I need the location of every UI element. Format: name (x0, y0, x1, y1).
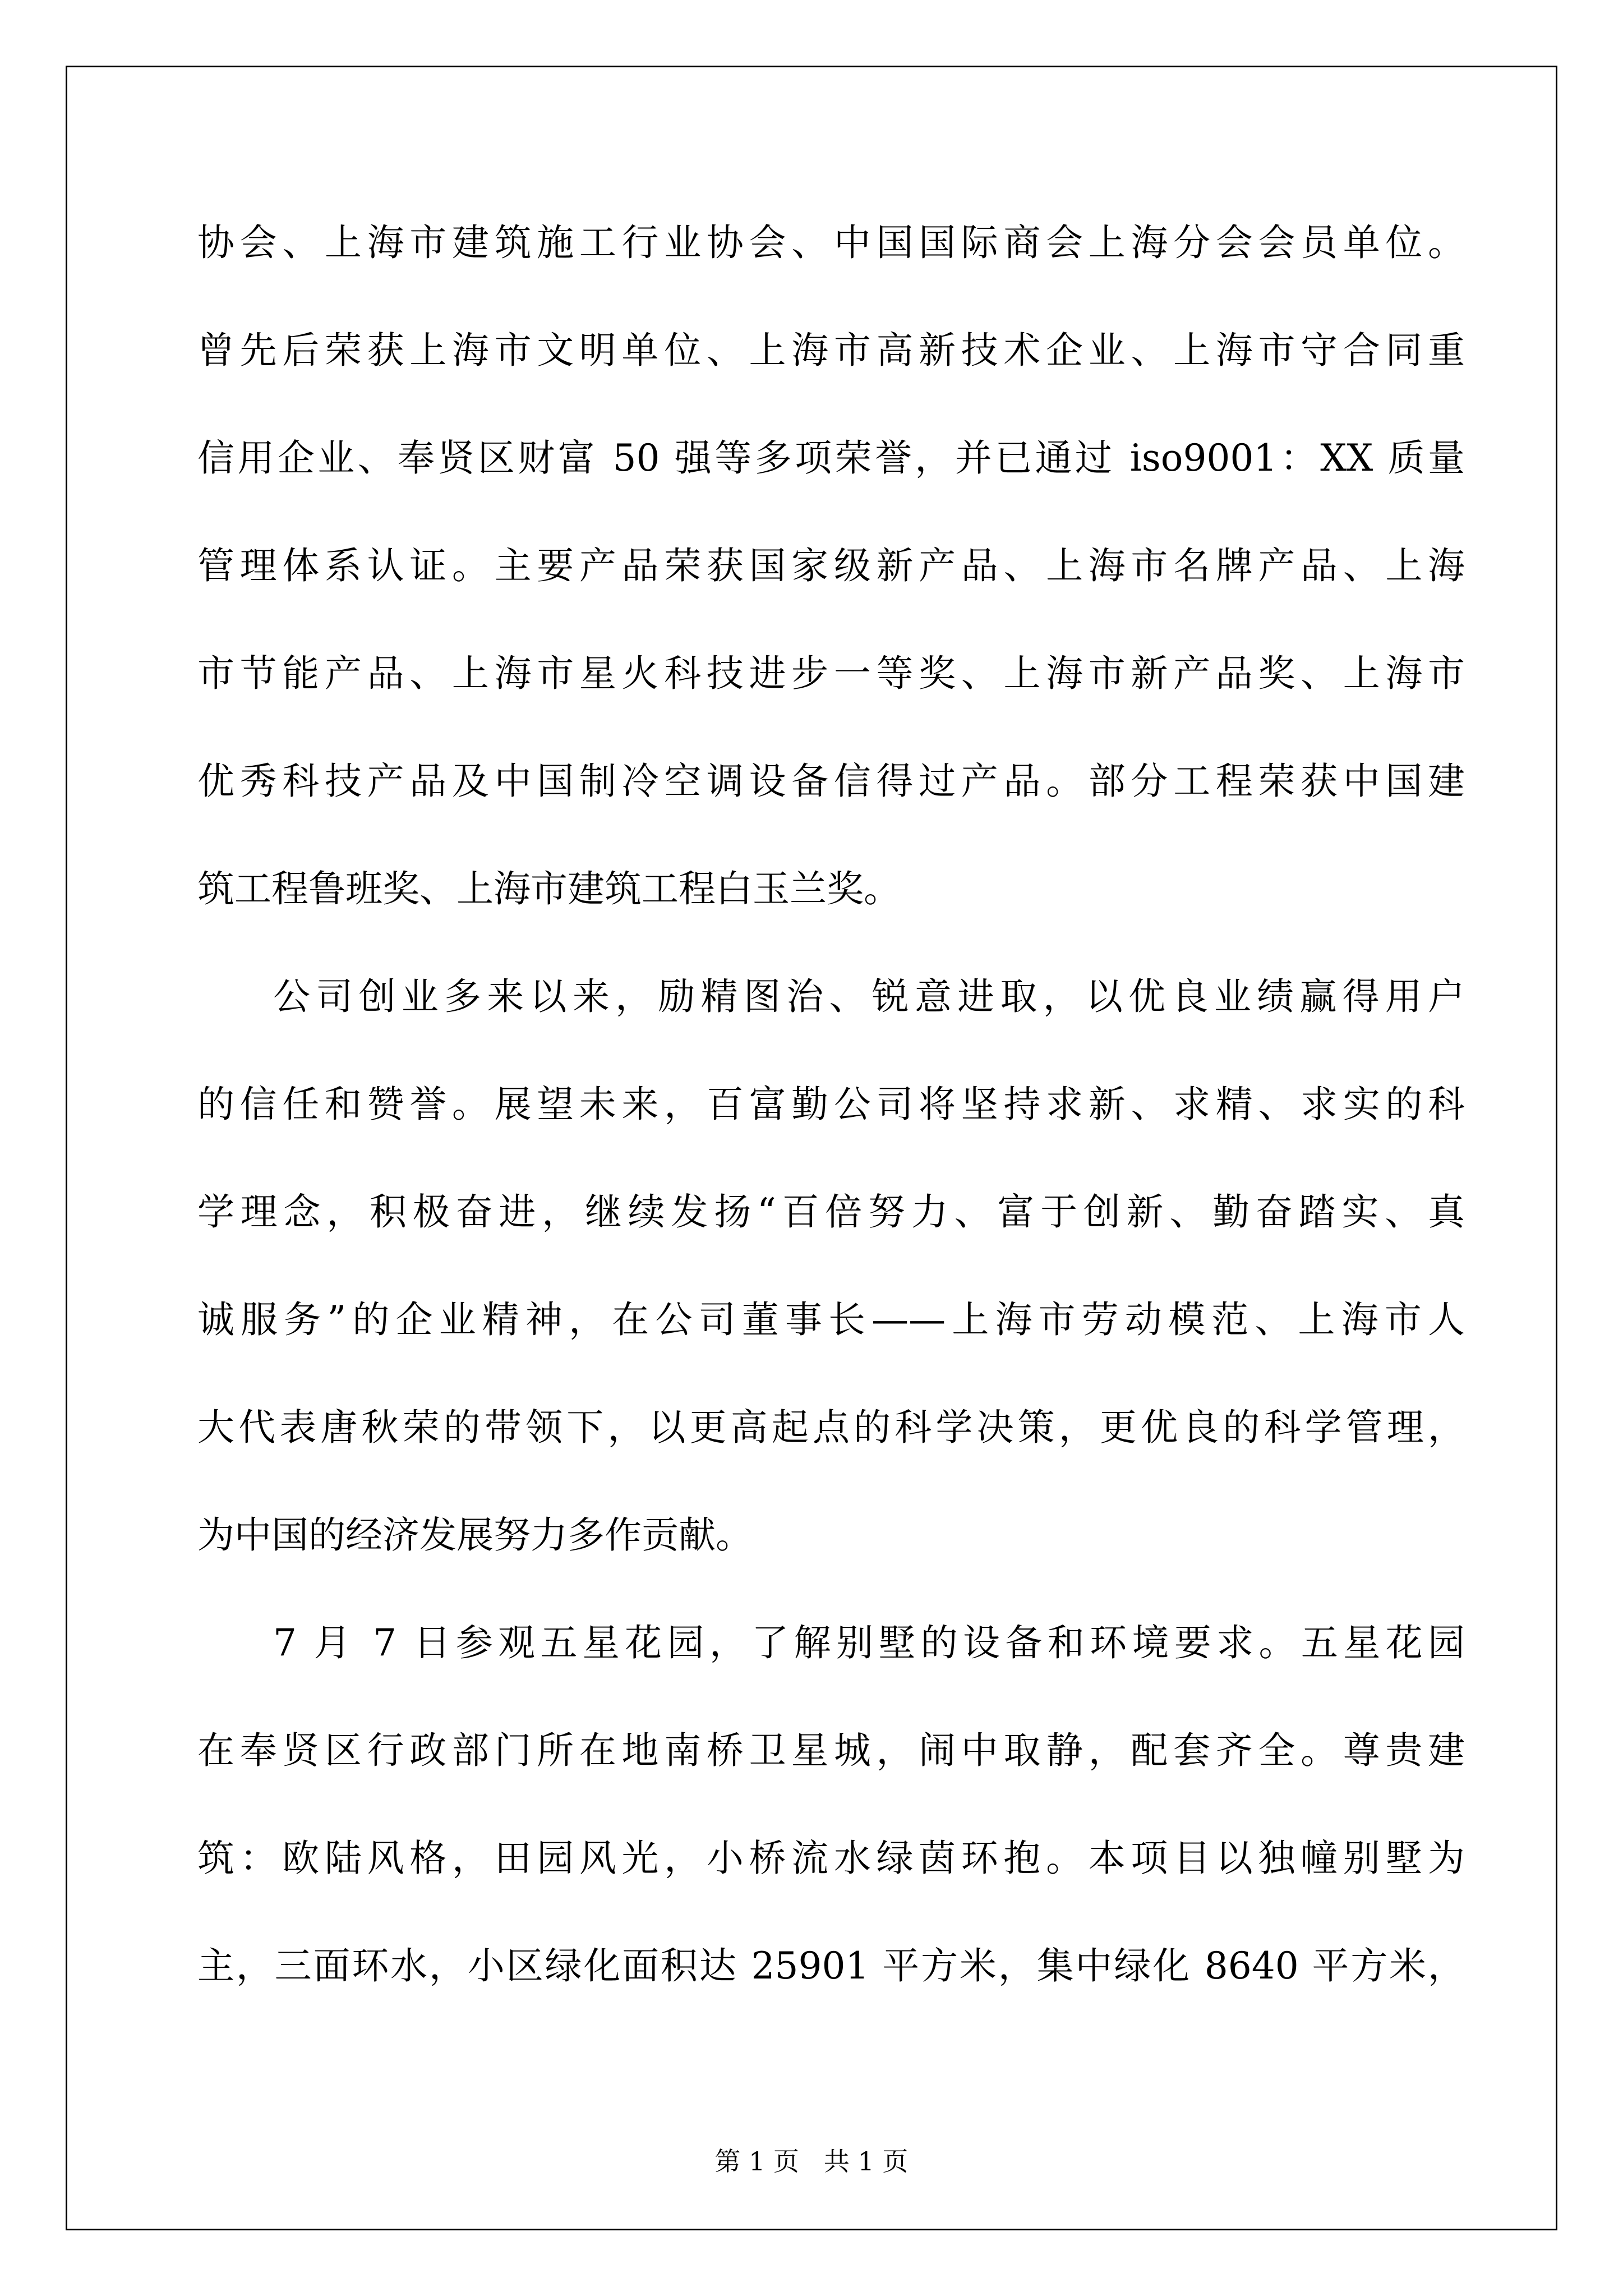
document-body (197, 218, 1465, 2049)
text-line: 的信任和赞誉。展望未来，百富勤公司将坚持求新、求精、求实的科 (197, 1083, 1465, 1126)
text-line: 管理体系认证。主要产品荣获国家级新产品、上海市名牌产品、上海 (197, 544, 1465, 587)
text-line: 筑工程鲁班奖、上海市建筑工程白玉兰奖。 (197, 867, 901, 910)
text-line: 公司创业多来以来，励精图治、锐意进取，以优良业绩赢得用户 (273, 975, 1465, 1018)
text-line: 筑：欧陆风格，田园风光，小桥流水绿茵环抱。本项目以独幢别墅为 (197, 1837, 1465, 1880)
text-line: 在奉贤区行政部门所在地南桥卫星城，闹中取静，配套齐全。尊贵建 (197, 1729, 1465, 1772)
text-line: 信用企业、奉贤区财富 50 强等多项荣誉，并已通过 iso9001：XX 质量 (197, 436, 1465, 480)
text-line: 7 月 7 日参观五星花园，了解别墅的设备和环境要求。五星花园 (273, 1621, 1465, 1664)
text-line: 优秀科技产品及中国制冷空调设备信得过产品。部分工程荣获中国建 (197, 760, 1465, 803)
text-line: 诚服务”的企业精神，在公司董事长——上海市劳动模范、上海市人 (197, 1298, 1465, 1341)
text-line: 学理念，积极奋进，继续发扬“百倍努力、富于创新、勤奋踏实、真 (197, 1190, 1465, 1234)
text-line: 大代表唐秋荣的带领下，以更高起点的科学决策，更优良的科学管理， (197, 1406, 1465, 1449)
text-line: 市节能产品、上海市星火科技进步一等奖、上海市新产品奖、上海市 (197, 652, 1465, 695)
text-line: 为中国的经济发展努力多作贡献。 (197, 1513, 753, 1557)
text-line: 协会、上海市建筑施工行业协会、中国国际商会上海分会会员单位。 (197, 221, 1465, 264)
text-line: 主，三面环水，小区绿化面积达 25901 平方米，集中绿化 8640 平方米， (197, 1944, 1465, 1987)
page-footer: 第 1 页 共 1 页 (714, 2146, 909, 2177)
text-line: 曾先后荣获上海市文明单位、上海市高新技术企业、上海市守合同重 (197, 329, 1465, 372)
